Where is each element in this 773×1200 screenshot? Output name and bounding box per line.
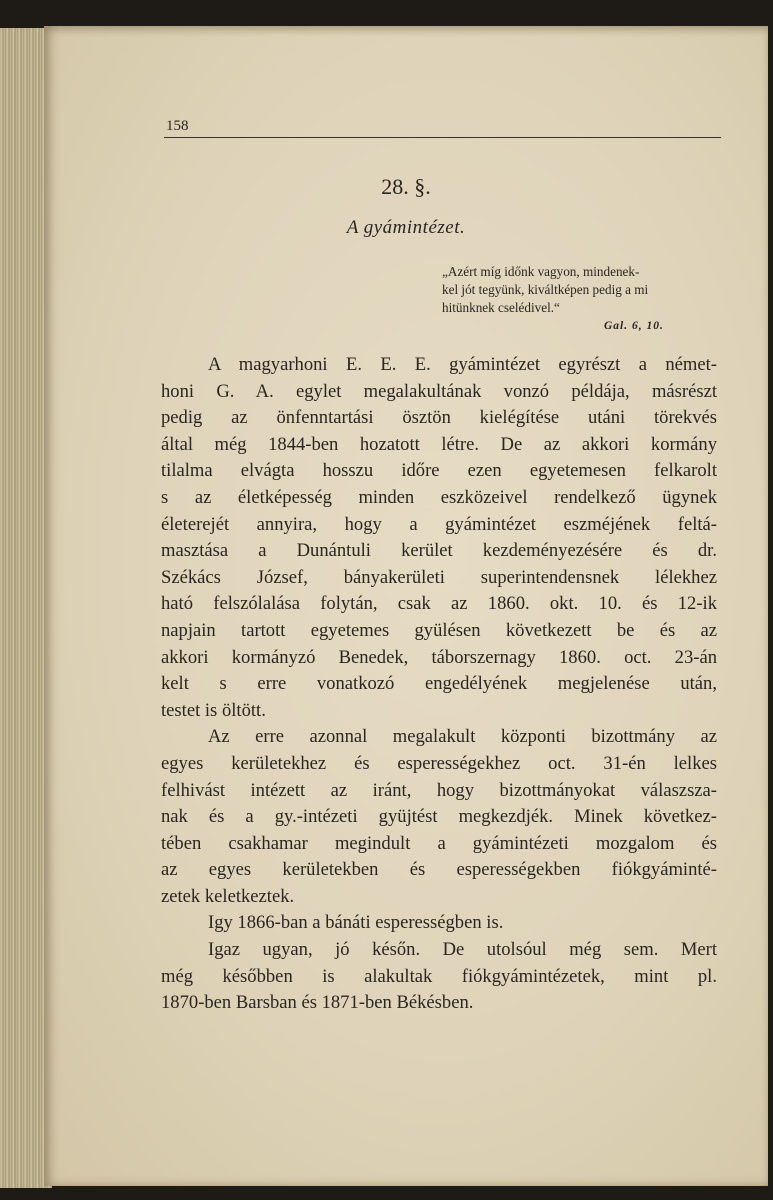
- text-line: pedig az önfenntartási ösztön kielégítése utáni törekvés: [161, 407, 717, 429]
- text-line: testet is öltött.: [161, 699, 266, 721]
- text-line: felhivást intézett az iránt, hogy bizottmányokat válaszsza-: [161, 779, 717, 801]
- text-line: masztása a Dunántuli kerület kezdeményezésére és dr.: [161, 540, 717, 562]
- text-line: s az életképesség minden eszközeivel rendelkező ügynek: [161, 486, 717, 508]
- text-line: Igaz ugyan, jó későn. De utolsóul még sem. Mert: [208, 939, 717, 961]
- epigraph-line: hitünknek cselédivel.“: [442, 300, 560, 315]
- text-line: kelt s erre vonatkozó engedélyének megjelenése után,: [161, 673, 717, 695]
- text-line: Igy 1866-ban a bánáti esperességben is.: [208, 912, 504, 934]
- text-line: által még 1844-ben hozatott létre. De az akkori kormány: [161, 433, 717, 455]
- epigraph: [442, 263, 722, 317]
- text-line: egyes kerületekhez és esperességekhez oct. 31-én lelkes: [161, 752, 717, 774]
- text-line: 1870-ben Barsban és 1871-ben Békésben.: [161, 992, 474, 1014]
- text-line: zetek keletkeztek.: [161, 885, 295, 907]
- epigraph-line: kel jót tegyünk, kiváltképen pedig a mi: [442, 282, 649, 297]
- epigraph-line: „Azért míg időnk vagyon, mindenek-: [442, 264, 640, 279]
- header-rule: [164, 137, 721, 138]
- paper-page: [44, 26, 768, 1186]
- text-line: Székács József, bányakerületi superintendensnek lélekhez: [161, 566, 717, 588]
- section-number: 28. §.: [381, 174, 431, 199]
- text-line: Az erre azonnal megalakult központi bizottmány az: [208, 726, 717, 748]
- text-line: A magyarhoni E. E. E. gyámintézet egyrészt a német-: [208, 354, 717, 375]
- text-line: életerejét annyira, hogy a gyámintézet eszméjének feltá-: [161, 513, 717, 535]
- text-line: tében csakhamar megindult a gyámintézeti mozgalom és: [161, 832, 717, 854]
- body-text: [161, 352, 717, 1017]
- section-title: A gyámintézet.: [346, 217, 466, 238]
- text-line: tilalma elvágta hosszu időre ezen egyetemesen felkarolt: [161, 460, 717, 482]
- text-line: még későbben is alakultak fiókgyámintézetek, mint pl.: [161, 965, 717, 987]
- text-line: honi G. A. egylet megalakultának vonzó példája, másrészt: [161, 380, 717, 402]
- text-line: napjain tartott egyetemes gyülésen következett be és az: [161, 619, 717, 641]
- text-line: akkori kormányzó Benedek, táborszernagy 1860. oct. 23-án: [161, 646, 717, 668]
- page-number: 158: [166, 118, 189, 134]
- text-line: ható felszólalása folytán, csak az 1860. okt. 10. és 12-ik: [161, 593, 717, 615]
- text-line: az egyes kerületekben és esperességekben fiókgyáminté-: [161, 859, 717, 881]
- epigraph-source: Gal. 6, 10.: [604, 320, 664, 332]
- text-line: nak és a gy.-intézeti gyüjtést megkezdjék. Minek következ-: [161, 806, 717, 828]
